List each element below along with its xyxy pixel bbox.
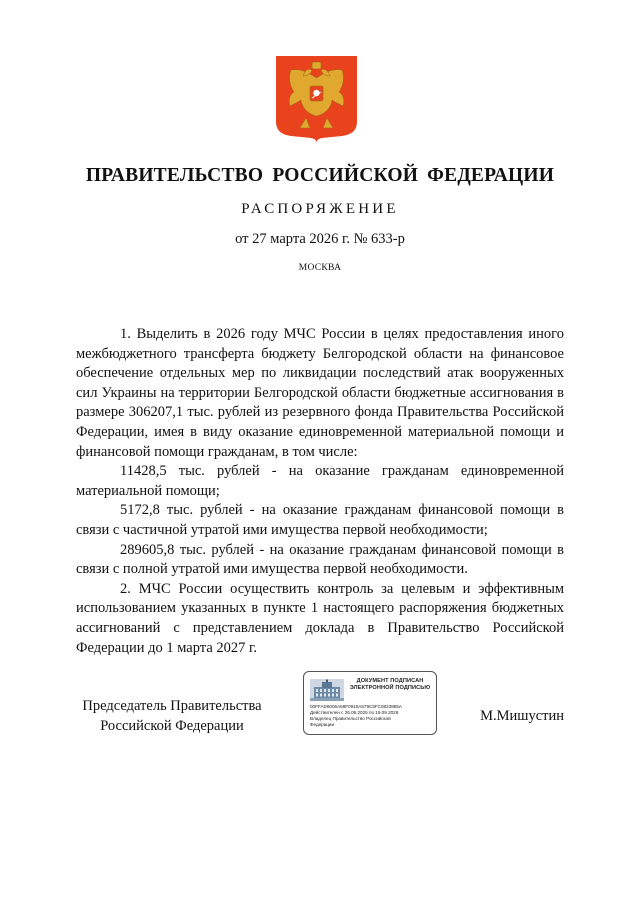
electronic-signature-stamp	[303, 671, 437, 735]
stamp-validity: Действителен с 26.06.2025 по 19.09.2026	[310, 710, 399, 715]
paragraph-3: 5172,8 тыс. рублей - на оказание гражданам финансовой помощи в связи с частичной утратой ими имущества первой необходимости;	[76, 502, 564, 538]
coat-of-arms-emblem	[276, 56, 357, 142]
signatory-position	[74, 697, 270, 736]
document-type: РАСПОРЯЖЕНИЕ	[241, 201, 399, 217]
stamp-certificate: 00FFAD6006A58F0910A579C5FC0823885A	[310, 704, 402, 709]
government-building-icon	[310, 679, 344, 701]
stamp-owner-line1: Владелец Правительство Российской	[310, 716, 391, 721]
paragraph-2: 11428,5 тыс. рублей - на оказание гражданам единовременной материальной помощи;	[76, 463, 564, 499]
document-date-number: от 27 марта 2026 г. № 633-р	[235, 231, 405, 247]
paragraph-5: 2. МЧС России осуществить контроль за целевым и эффективным использованием указанных в пункте 1 настоящего распоряжения бюджетных ассигнований с представлением доклада в Правительство Российской Федерации до 1 марта 2027 г.	[76, 580, 564, 656]
stamp-title-line2: ЭЛЕКТРОННОЙ ПОДПИСЬЮ	[349, 685, 431, 691]
signatory-name: М.Мишустин	[480, 708, 564, 724]
signatory-position-line1: Председатель Правительства	[82, 698, 262, 714]
document-city: МОСКВА	[298, 263, 342, 273]
stamp-title-line1: ДОКУМЕНТ ПОДПИСАН	[356, 678, 424, 684]
government-title: ПРАВИТЕЛЬСТВО РОССИЙСКОЙ ФЕДЕРАЦИИ	[85, 165, 555, 186]
paragraph-1: 1. Выделить в 2026 году МЧС России в целях предоставления иного межбюджетного трансферта бюджету Белгородской области на финансовое обеспечение отдельных мер по ликвидации последствий атак вооруженных сил Украины на территории Белгородской области бюджетные ассигнования в размере 306207,1 тыс. рублей из резервного фонда Правительства Российской Федерации, имея в виду оказание единовременной материальной помощи и финансовой помощи гражданам, в том числе:	[76, 326, 564, 460]
stamp-owner-line2: Федерации	[310, 722, 335, 727]
stamp-title	[346, 678, 434, 692]
signatory-position-line2: Российской Федерации	[100, 717, 244, 734]
document-body	[76, 325, 564, 658]
paragraph-4: 289605,8 тыс. рублей - на оказание гражданам финансовой помощи в связи с полной утратой ими имущества первой необходимости.	[76, 541, 564, 578]
